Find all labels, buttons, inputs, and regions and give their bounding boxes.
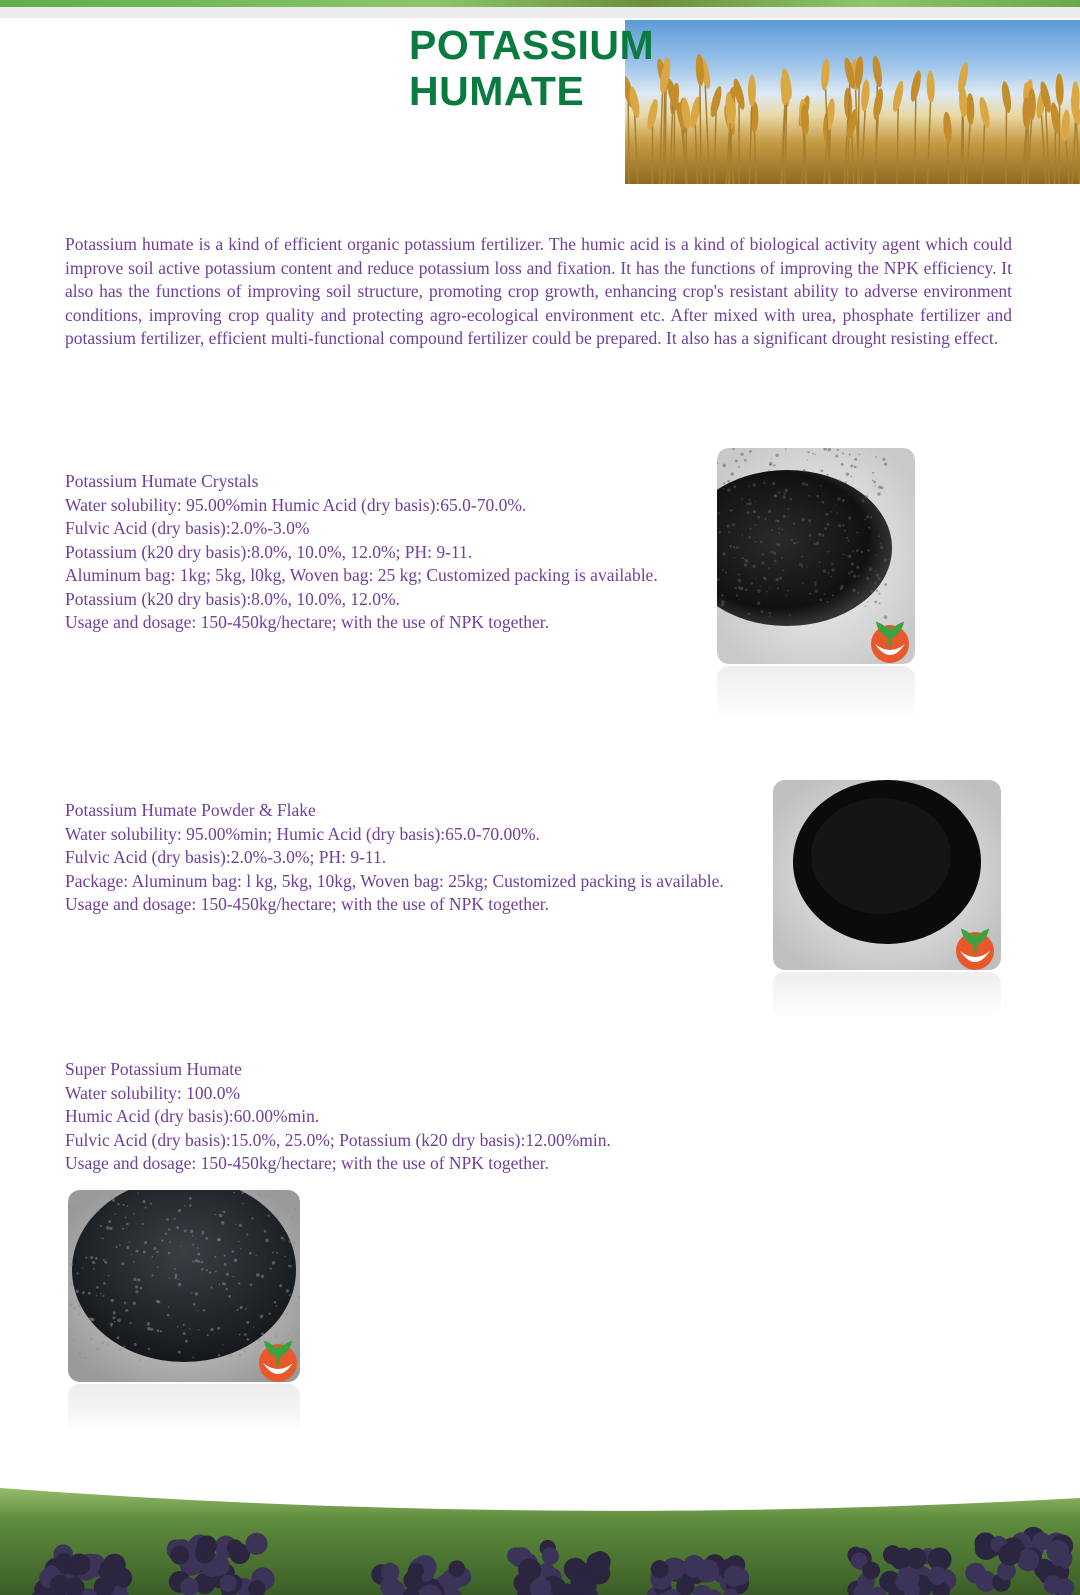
intro-paragraph: Potassium humate is a kind of efficient organic potassium fertilizer. The humic acid is a kind of biological activity agent which could improve soil active potassium content and reduce potassium loss and fixation. It has the functions of improving the NPK efficiency. It also has the functions of improving soil structure, promoting crop growth, enhancing crop's resistant ability to adverse environment conditions, improving crop quality and protecting agro-ecological environment etc. After mixed with urea, phosphate fertilizer and potassium fertilizer, efficient multi-functional compound fertilizer could be prepared. It also has a significant drought resisting effect. — [65, 234, 1012, 348]
brand-logo-icon — [254, 1337, 302, 1390]
product-name: Potassium Humate Crystals — [65, 471, 259, 491]
title-line-2: HUMATE — [409, 68, 585, 114]
spec-line: Fulvic Acid (dry basis):2.0%-3.0% — [65, 518, 310, 538]
spec-line: Water solubility: 95.00%min; Humic Acid (dry basis):65.0-70.00%. — [65, 823, 540, 844]
spec-line: Usage and dosage: 150-450kg/hectare; with the use of NPK together. — [65, 894, 550, 914]
product-name: Super Potassium Humate — [65, 1059, 242, 1079]
brand-logo-icon — [951, 925, 999, 978]
grape-vine-banner — [0, 1468, 1080, 1595]
crystals-photo-reflection — [717, 666, 915, 722]
spec-line: Package: Aluminum bag: l kg, 5kg, 10kg, Woven bag: 25kg; Customized packing is available. — [65, 870, 724, 891]
product-powder-flake-specs — [65, 799, 724, 917]
page-title — [409, 22, 709, 114]
top-banner-strip — [0, 0, 1080, 7]
spec-line: Humic Acid (dry basis):60.00%min. — [65, 1106, 320, 1126]
spec-line: Usage and dosage: 150-450kg/hectare; with the use of NPK together. — [65, 1153, 550, 1173]
super-humate-photo-reflection — [68, 1384, 300, 1434]
product-super-humate-specs — [65, 1058, 611, 1176]
brand-logo-icon — [866, 618, 914, 671]
spec-line: Fulvic Acid (dry basis):2.0%-3.0%; PH: 9-11. — [65, 847, 387, 867]
product-name: Potassium Humate Powder & Flake — [65, 800, 316, 820]
spec-line: Water solubility: 100.0% — [65, 1082, 241, 1103]
spec-line: Usage and dosage: 150-450kg/hectare; with the use of NPK together. — [65, 612, 550, 632]
powder-photo-reflection — [773, 972, 1001, 1020]
spec-line: Water solubility: 95.00%min Humic Acid (dry basis):65.0-70.0%. — [65, 494, 527, 515]
spec-line: Potassium (k20 dry basis):8.0%, 10.0%, 12.0%; PH: 9-11. — [65, 541, 473, 562]
title-line-1: POTASSIUM — [409, 22, 655, 68]
product-crystals-specs — [65, 470, 658, 635]
spec-line: Potassium (k20 dry basis):8.0%, 10.0%, 12.0%. — [65, 588, 400, 609]
spec-line: Aluminum bag: 1kg; 5kg, l0kg, Woven bag: 25 kg; Customized packing is available. — [65, 565, 658, 585]
top-banner-divider — [0, 7, 1080, 18]
grape-vine-illustration — [0, 1468, 1080, 1595]
spec-line: Fulvic Acid (dry basis):15.0%, 25.0%; Potassium (k20 dry basis):12.00%min. — [65, 1129, 611, 1150]
